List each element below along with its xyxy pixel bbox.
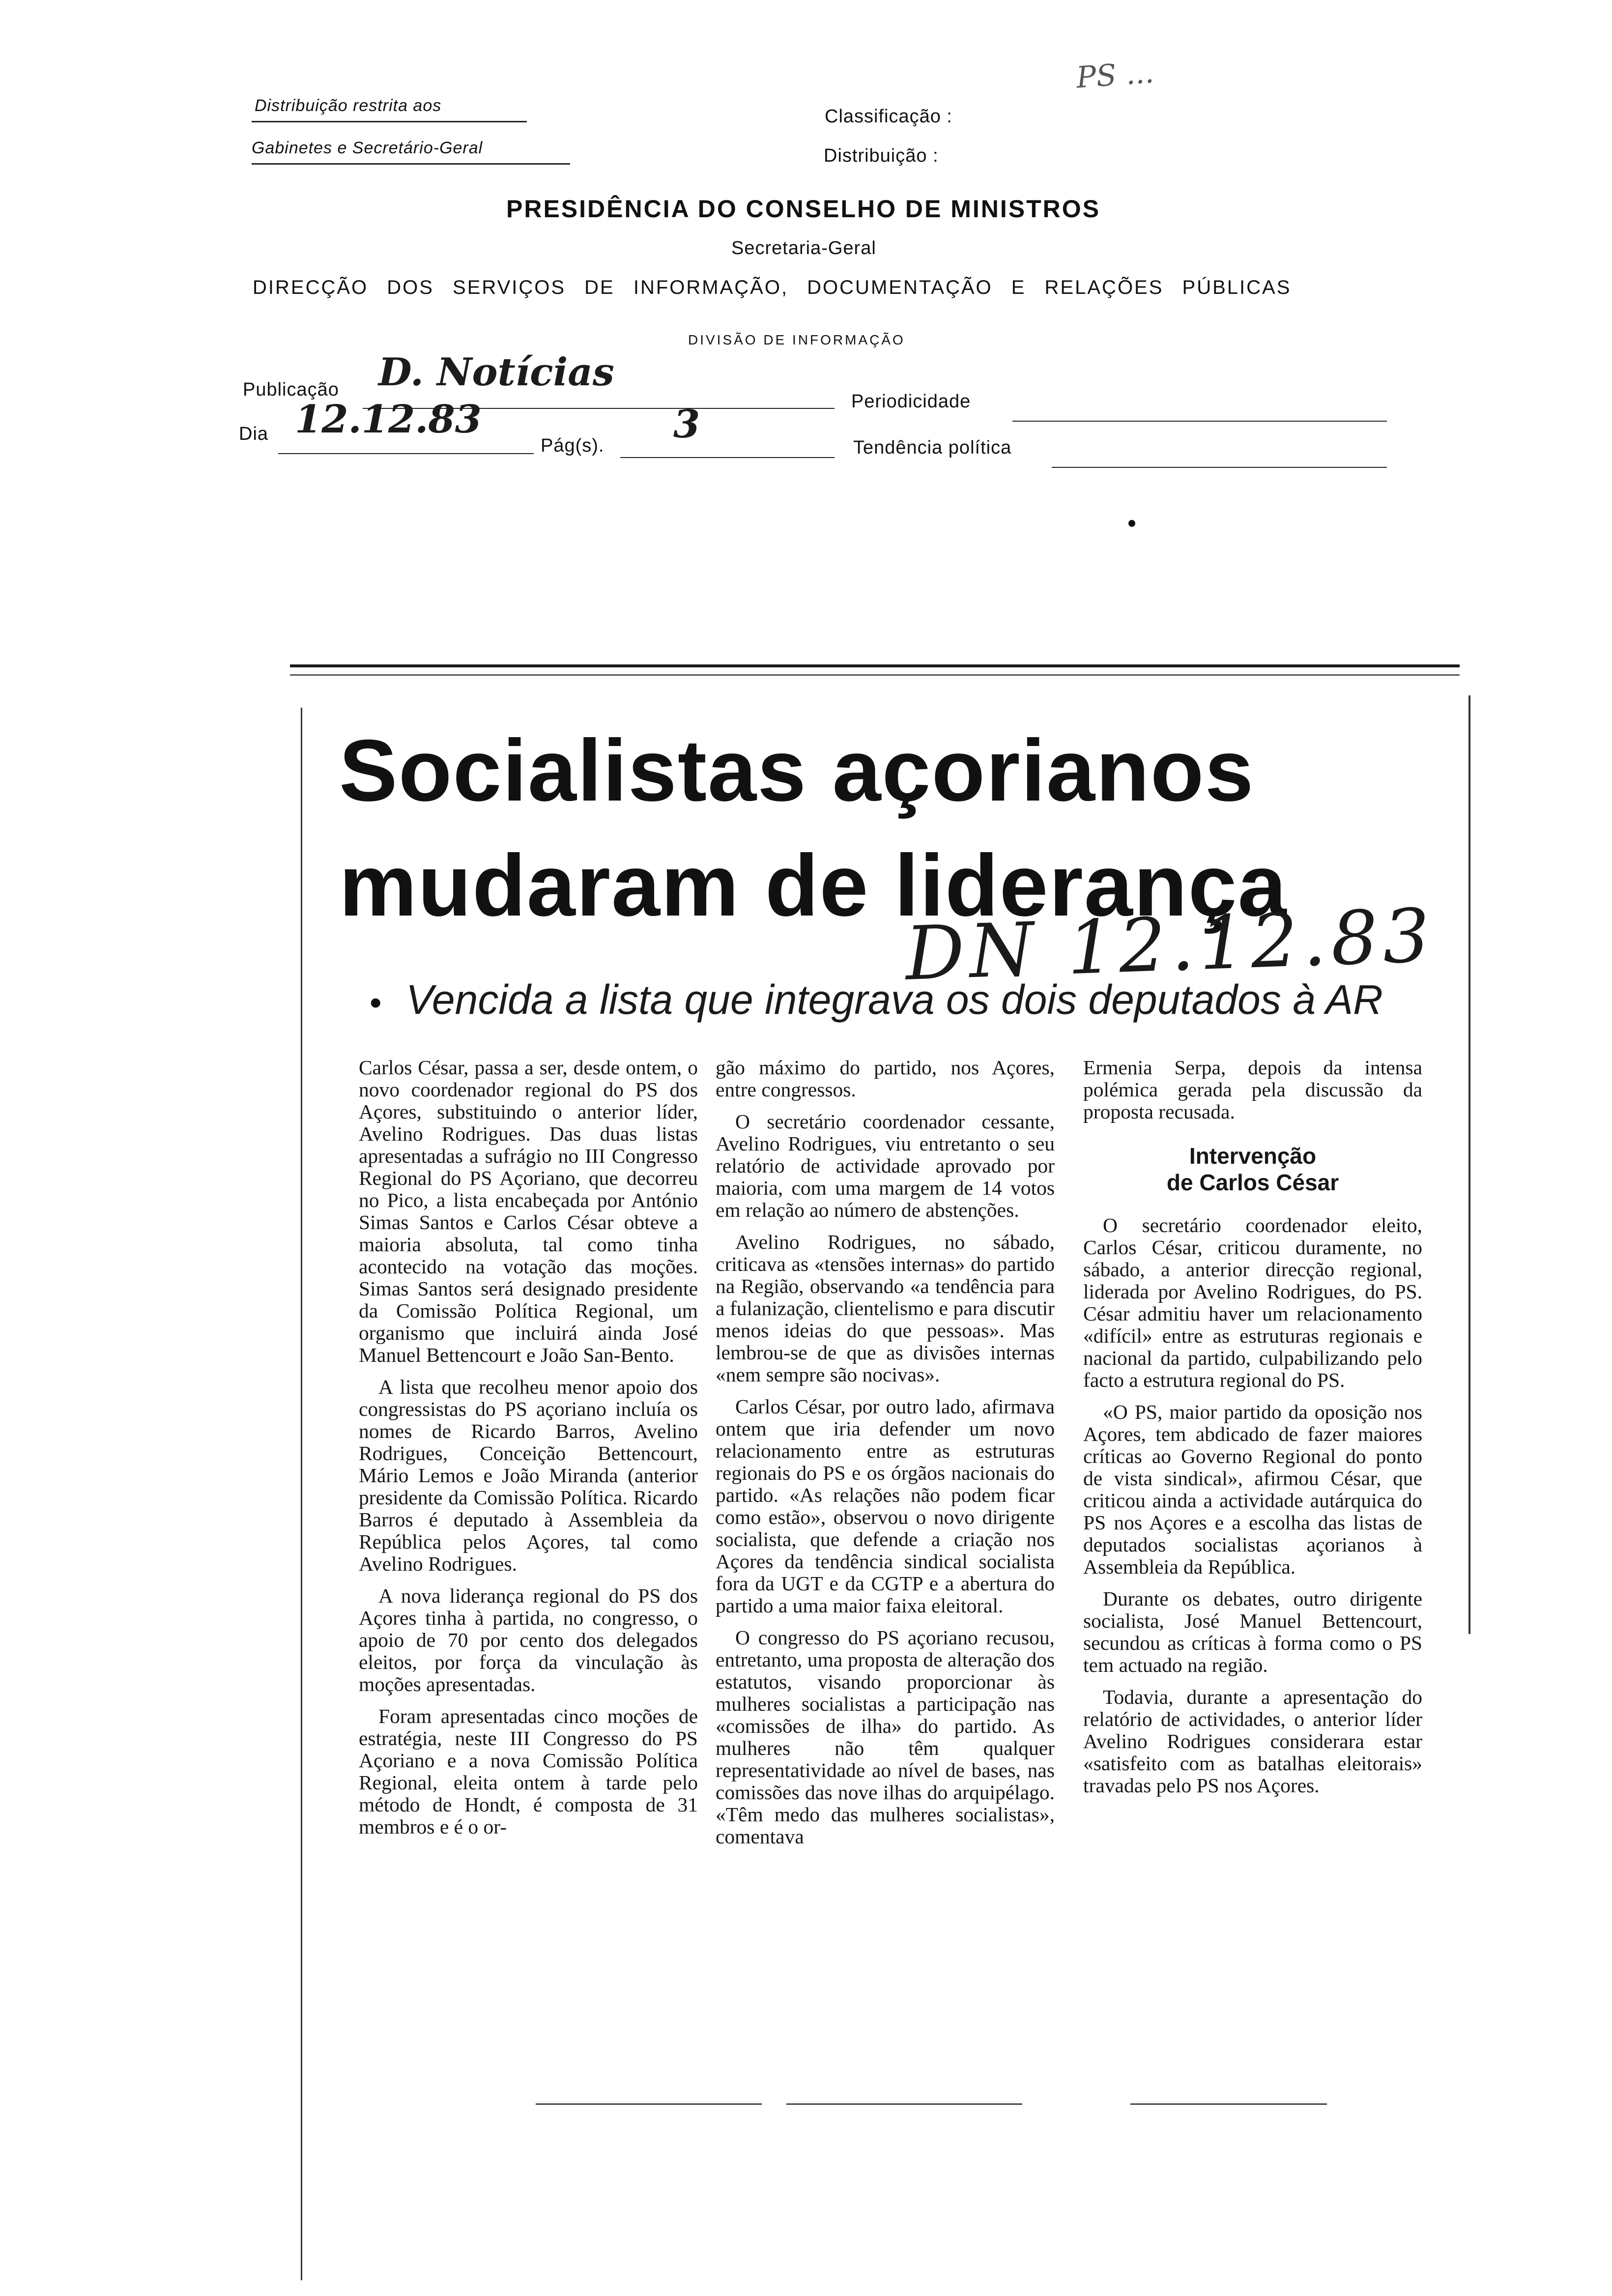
clipping-top-rule-2 bbox=[290, 674, 1460, 676]
distribution-line-2: Gabinetes e Secretário-Geral bbox=[252, 139, 483, 157]
periodicidade-label: Periodicidade bbox=[851, 391, 971, 412]
bottom-rule-1 bbox=[536, 2103, 762, 2105]
publicacao-label: Publicação bbox=[243, 379, 339, 400]
article-column-2 bbox=[716, 1057, 1055, 1858]
bottom-rule-2 bbox=[786, 2103, 1022, 2105]
corner-scribble: PS ... bbox=[1075, 55, 1155, 95]
clipping-top-rule bbox=[290, 664, 1460, 667]
headline-line-2: mudaram de liderança bbox=[339, 836, 1288, 934]
col3-intro: Ermenia Serpa, depois da intensa polémica gerada pela discussão da proposta recusada. bbox=[1083, 1056, 1422, 1123]
clipping-right-border bbox=[1468, 695, 1470, 1634]
divisao-title: DIVISÃO DE INFORMAÇÃO bbox=[688, 332, 905, 347]
distribution-underline-1 bbox=[252, 121, 527, 122]
col1-paragraph: A lista que recolheu menor apoio dos congressistas do PS açoriano incluía os nomes de Ricardo Barros, Avelino Rodrigues, Conceição Bettencourt, Mário Lemos e João Miranda (anterior presidente da Comissão Política. Ricardo Barros é deputado à Assembleia da República pelos Açores, tal como Avelino Rodrigues. bbox=[359, 1376, 698, 1575]
intertitle-line-1: Intervenção bbox=[1189, 1143, 1317, 1169]
col2-paragraph: O congresso do PS açoriano recusou, entretanto, uma proposta de alteração dos estatutos, visando proporcionar às mulheres socialistas a participação nas «comissões de ilha» do partido. As mulheres não têm qualquer representatividade ao nível de bases, nas comissões das nove ilhas do arquipélago. «Têm medo das mulheres socialistas», comentava bbox=[716, 1626, 1055, 1848]
col2-paragraph: Carlos César, por outro lado, afirmava ontem que iria defender um novo relacionamento entre as estruturas regionais do PS e os órgãos nacionais do partido. «As relações não podem ficar como estão», observou o novo dirigente socialista, que defende a criação nos Açores da tendência sindical socialista fora da UGT e da CGTP e a abertura do partido a uma maior faixa eleitoral. bbox=[716, 1395, 1055, 1617]
distribution-line-1: Distribuição restrita aos bbox=[255, 96, 442, 115]
col3-paragraph: Todavia, durante a apresentação do relatório de actividades, o anterior líder Avelino Rodrigues considerara estar «satisfeito com as batalhas eleitorais» travadas pelo PS nos Açores. bbox=[1083, 1686, 1422, 1797]
tendencia-label: Tendência política bbox=[853, 437, 1012, 458]
dia-value: 12.12.83 bbox=[295, 397, 482, 442]
secretaria-title: Secretaria-Geral bbox=[731, 238, 876, 258]
pags-value: 3 bbox=[673, 402, 700, 447]
col2-paragraph: gão máximo do partido, nos Açores, entre congressos. bbox=[716, 1056, 1055, 1101]
direccao-title: DIRECÇÃO DOS SERVIÇOS DE INFORMAÇÃO, DOCUMENTAÇÃO E RELAÇÕES PÚBLICAS bbox=[253, 277, 1292, 298]
stray-dot bbox=[1128, 520, 1135, 527]
intertitle bbox=[1083, 1143, 1422, 1196]
col3-paragraph: «O PS, maior partido da oposição nos Açores, tem abdicado de fazer maiores críticas ao Governo Regional do ponto de vista sindical», afirmou César, que criticou ainda a actividade autárquica do PS nos Açores e a escolha das listas de deputados socialistas açorianos à Assembleia da República. bbox=[1083, 1401, 1422, 1578]
col1-paragraph: A nova liderança regional do PS dos Açores tinha à partida, no congresso, o apoio de 70 por cento dos delegados eleitos, por força da vinculação às moções apresentadas. bbox=[359, 1584, 698, 1695]
organization-title: PRESIDÊNCIA DO CONSELHO DE MINISTROS bbox=[506, 195, 1101, 223]
distribuicao-label: Distribuição : bbox=[824, 145, 939, 166]
col2-paragraph: O secretário coordenador cessante, Avelino Rodrigues, viu entretanto o seu relatório de actividade aprovado por maioria, com uma margem de 14 votos em relação ao número de abstenções. bbox=[716, 1110, 1055, 1221]
pags-label: Pág(s). bbox=[541, 435, 604, 456]
intertitle-line-2: de Carlos César bbox=[1166, 1170, 1339, 1195]
col1-paragraph: Carlos César, passa a ser, desde ontem, o novo coordenador regional do PS dos Açores, substituindo o anterior líder, Avelino Rodrigues. Das duas listas apresentadas a sufrágio no III Congresso Regional do PS Açoriano, que decorreu no Pico, a lista encabeçada por António Simas Santos e Carlos César obteve a maioria absoluta, tal como tinha acontecido na votação das moções. Simas Santos será designado presidente da Comissão Política Regional, um organismo que incluirá ainda José Manuel Bettencourt e João San-Bento. bbox=[359, 1056, 698, 1366]
article-column-3 bbox=[1083, 1057, 1422, 1807]
subheading-bullet: • bbox=[370, 983, 382, 1022]
dia-line bbox=[278, 453, 534, 454]
headline-line-1: Socialistas açorianos bbox=[339, 721, 1255, 819]
pags-line bbox=[620, 457, 835, 458]
subheading: Vencida a lista que integrava os dois deputados à AR bbox=[406, 976, 1383, 1023]
distribution-underline-2 bbox=[252, 163, 570, 165]
bottom-rule-3 bbox=[1130, 2103, 1327, 2105]
dia-label: Dia bbox=[239, 424, 269, 444]
periodicidade-line bbox=[1012, 421, 1387, 422]
col3-paragraph: Durante os debates, outro dirigente socialista, José Manuel Bettencourt, secundou as críticas à forma como o PS tem actuado na região. bbox=[1083, 1587, 1422, 1676]
col1-paragraph: Foram apresentadas cinco moções de estratégia, neste III Congresso do PS Açoriano e a nova Comissão Política Regional, eleita ontem à tarde pelo método de Hondt, é composta de 31 membros e é o or- bbox=[359, 1705, 698, 1838]
publicacao-value: D. Notícias bbox=[378, 350, 614, 395]
col2-paragraph: Avelino Rodrigues, no sábado, criticava as «tensões internas» do partido na Região, observando «a tendência para a fulanização, clientelismo e para discutir menos ideias do que pessoas». Mas lembrou-se de que as divisões internas «nem sempre são nocivas». bbox=[716, 1231, 1055, 1386]
col3-paragraph: O secretário coordenador eleito, Carlos César, criticou duramente, no sábado, a anterior direcção regional, liderada por Avelino Rodrigues, do PS. César admitiu haver um relacionamento «difícil» entre as estruturas regionais e nacional da partido, culpabilizando pelo facto a estrutura regional do PS. bbox=[1083, 1214, 1422, 1391]
tendencia-line bbox=[1052, 467, 1387, 468]
article-column-1 bbox=[359, 1057, 698, 1848]
classificacao-label: Classificação : bbox=[825, 106, 952, 127]
handwritten-note: DN 12.12.83 bbox=[904, 893, 1436, 997]
clipping-left-border bbox=[301, 708, 302, 2280]
